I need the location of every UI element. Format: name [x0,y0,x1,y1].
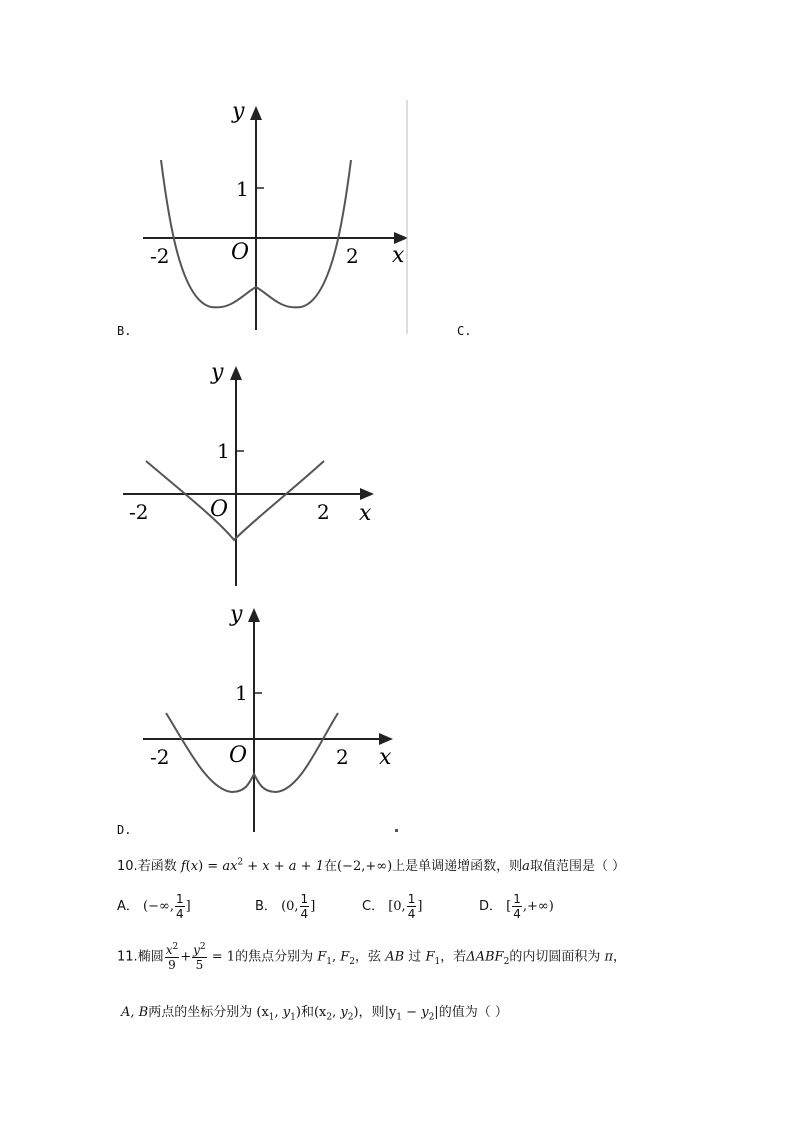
choice-left: (−∞, [143,899,174,914]
q10-stem: 10.若函数 $f(x) = ax^2 + x + a + 1$在(−2,+∞)上是单调递增函数，则a取值范围是（ ） [117,857,626,874]
y-axis-arrow [250,106,262,120]
coord1: (x [256,1005,269,1020]
choice-left: (0, [281,899,299,914]
choice-letter: B． [255,899,277,914]
frac2-num: y [193,943,200,957]
choice-num: 1 [300,892,309,906]
focus-1b: F [425,949,435,965]
abs-expr: |y [384,1005,397,1020]
q11-stem-line1: 11.椭圆 $\frac{x^2}{9}$ + $\frac{y^2}{5}$ = 1的焦点分别为 $F_1$, $F_2$，弦 AB 过 $F_1$，若$\Delta ABF_2$的内切圆面积为 π， [117,942,627,972]
label-neg2: -2 [150,745,170,769]
q11-stem-line2: A, B两点的坐标分别为 ($x_1$, $y_1$)和($x_2$, $y_2$)，则$|y_1 - y_2|$的值为（ ） [121,1005,508,1023]
choice-den: 4 [300,907,309,921]
q10-choice-c[interactable] [362,893,422,920]
y-axis-arrow [230,366,242,380]
label-neg2: -2 [150,244,170,268]
option-c-label: C. [457,324,472,338]
label-y: y [230,602,243,627]
label-x: x [359,501,372,526]
label-x: x [392,243,405,268]
q10-interval: (−2,+∞) [336,859,393,874]
label-pos2: 2 [346,244,359,268]
label-origin: O [231,240,250,265]
points-ab: A, B [121,1005,149,1020]
x-axis-arrow [360,488,374,500]
choice-left: [0, [388,899,406,914]
graph-d [135,597,400,837]
q11-end-text: 的值为（ ） [438,1005,508,1020]
q11-foci-text: 的焦点分别为 [235,949,314,965]
q10-param: a [522,859,530,874]
q11-chord-text: ，弦 [355,949,382,965]
frac2-den: 5 [195,958,204,972]
choice-letter: A． [117,899,139,914]
q11-through-text: 过 [408,949,422,965]
q10-func: f [180,859,186,874]
choice-letter: C． [362,899,385,914]
and: 和 [300,1005,314,1020]
label-y: y [211,360,224,385]
label-y: y [232,99,245,124]
q10-rhs-a: ax [222,859,238,874]
graph-c [115,355,380,590]
q11-ellipse-text: 椭圆 [137,949,164,965]
choice-num: 1 [513,892,521,906]
q11-coords-text: 两点的坐标分别为 [148,1005,253,1020]
q10-choice-d[interactable] [479,893,554,920]
q10-rhs-rest: + x + a + 1 [243,859,324,874]
choice-num: 1 [407,892,416,906]
q10-var: x [190,859,199,874]
choice-left: [ [506,899,512,914]
x-axis-arrow [379,733,393,745]
q10-choice-b[interactable] [255,893,315,920]
label-one: 1 [217,439,230,463]
choice-letter: D． [479,899,503,914]
comma: ， [613,949,627,965]
focus-1: F [317,949,327,965]
frac1-num: x [165,943,173,957]
stray-dot [395,829,398,832]
option-b-label: B. [117,324,132,338]
choice-den: 4 [407,907,416,921]
choice-right: ] [417,899,423,914]
focus-2: F [340,949,350,965]
label-one: 1 [235,681,248,705]
choice-right: ] [185,899,191,914]
q11-number: 11. [117,949,138,965]
graph-b [135,95,410,335]
pi: π [604,949,614,965]
q10-choice-a[interactable] [117,893,191,920]
choice-den: 4 [175,907,184,921]
choice-den: 4 [513,907,521,921]
option-d-label: D. [117,823,132,837]
frac1-den: 9 [168,958,176,972]
chord: AB [385,949,405,965]
choice-right: ] [310,899,316,914]
q11-then-text: ，则 [358,1005,385,1020]
label-pos2: 2 [317,500,330,524]
label-origin: O [229,743,248,768]
label-neg2: -2 [129,500,149,524]
q10-in: 在 [323,859,337,874]
q10-number: 10. [117,859,138,874]
y-axis-arrow [248,608,260,622]
triangle: ΔABF [466,949,504,965]
q11-if-text: ，若 [440,949,467,965]
label-x: x [379,745,392,770]
q10-suffix: 上是单调递增函数，则 [392,859,523,874]
q11-incircle-text: 的内切圆面积为 [509,949,601,965]
curve-d [166,713,338,792]
eq: = 1 [207,949,236,965]
choice-num: 1 [175,892,184,906]
q10-prefix: 若函数 [137,859,177,874]
choice-right: ,+∞) [522,899,554,914]
label-pos2: 2 [336,745,349,769]
label-origin: O [210,497,229,522]
coord2: (x [313,1005,327,1020]
label-one: 1 [236,177,249,201]
q10-end: 取值范围是（ ） [529,859,626,874]
